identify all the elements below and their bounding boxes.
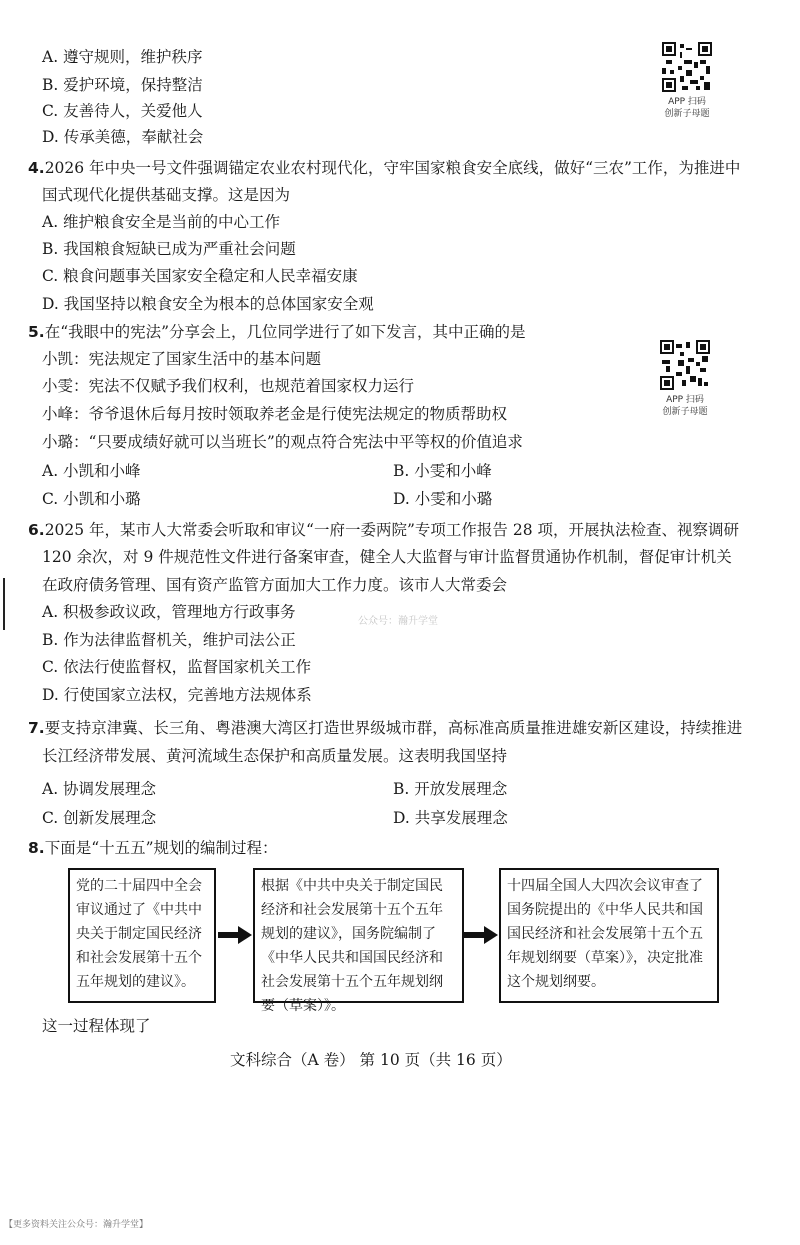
watermark-text: 公众号：瀚升学堂 bbox=[358, 616, 438, 627]
q7-stem-line1 bbox=[28, 718, 742, 738]
q6-stem-line3: 在政府债务管理、国有资产监管方面加大工作力度。该市人大常委会 bbox=[42, 576, 508, 594]
q6-stem-line1 bbox=[28, 520, 739, 540]
q8-stem bbox=[28, 838, 278, 858]
q4-number: 4. bbox=[28, 159, 45, 177]
q4-option-b: B. 我国粮食短缺已成为严重社会问题 bbox=[42, 240, 296, 258]
q5-stem-text: 在“我眼中的宪法”分享会上，几位同学进行了如下发言，其中正确的是 bbox=[44, 323, 526, 341]
q7-option-a: A. 协调发展理念 bbox=[42, 780, 157, 798]
bottom-note: 【更多资料关注公众号：瀚升学堂】 bbox=[4, 1220, 149, 1230]
q5-statement-2: 小雯：宪法不仅赋予我们权利，也规范着国家权力运行 bbox=[42, 377, 415, 395]
arrow-right-icon bbox=[464, 926, 498, 944]
q6-option-b: B. 作为法律监督机关，维护司法公正 bbox=[42, 631, 296, 649]
q7-number: 7. bbox=[28, 719, 45, 737]
q7-option-d: D. 共享发展理念 bbox=[393, 809, 508, 827]
q6-option-a: A. 积极参政议政，管理地方行政事务 bbox=[42, 603, 296, 621]
q6-stem-line2: 120 余次，对 9 件规范性文件进行备案审查，健全人大监督与审计监督贯通协作机制，督促审计机关 bbox=[42, 548, 732, 566]
q5-statement-4: 小璐：“只要成绩好就可以当班长”的观点符合宪法中平等权的价值追求 bbox=[42, 433, 523, 451]
arrow-right-icon bbox=[218, 926, 252, 944]
scan-edge-mark bbox=[3, 578, 5, 630]
q7-stem-text: 要支持京津冀、长三角、粤港澳大湾区打造世界级城市群，高标准高质量推进雄安新区建设，持续推进 bbox=[44, 719, 743, 737]
q7-option-c: C. 创新发展理念 bbox=[42, 809, 157, 827]
q7-option-b: B. 开放发展理念 bbox=[393, 780, 508, 798]
q4-stem-line2: 国式现代化提供基础支撑。这是因为 bbox=[42, 186, 291, 204]
qr-code-block-2[interactable] bbox=[650, 340, 720, 418]
flow-step-2-box: 根据《中共中央关于制定国民经济和社会发展第十五个五年规划的建议》，国务院编制了《中华人民共和国国民经济和社会发展第十五个五年规划纲要（草案）》。 bbox=[253, 868, 464, 1003]
qr-code-icon bbox=[660, 340, 710, 390]
qr-caption-line2: 创新子母题 bbox=[664, 109, 710, 119]
q8-tail: 这一过程体现了 bbox=[42, 1017, 151, 1035]
q6-option-d: D. 行使国家立法权，完善地方法规体系 bbox=[42, 686, 312, 704]
q5-statement-1: 小凯：宪法规定了国家生活中的基本问题 bbox=[42, 350, 322, 368]
page-footer: 文科综合（A 卷） 第 10 页（共 16 页） bbox=[230, 1051, 512, 1069]
q7-stem-line2: 长江经济带发展、黄河流域生态保护和高质量发展。这表明我国坚持 bbox=[42, 747, 508, 765]
q8-stem-text: 下面是“十五五”规划的编制过程： bbox=[44, 839, 278, 857]
q4-option-a: A. 维护粮食安全是当前的中心工作 bbox=[42, 213, 281, 231]
q5-option-d: D. 小雯和小璐 bbox=[393, 490, 493, 508]
q6-number: 6. bbox=[28, 521, 45, 539]
q4-stem-line1 bbox=[28, 158, 740, 178]
q5-number: 5. bbox=[28, 323, 45, 341]
q4-stem-text: 2026 年中央一号文件强调锚定农业农村现代化，守牢国家粮食安全底线，做好“三农”工作，为推进中 bbox=[44, 159, 741, 177]
q3-option-a: A. 遵守规则，维护秩序 bbox=[42, 48, 203, 66]
q8-number: 8. bbox=[28, 839, 45, 857]
q5-option-b: B. 小雯和小峰 bbox=[393, 462, 492, 480]
q5-stem bbox=[28, 322, 526, 342]
qr-code-icon bbox=[662, 42, 712, 92]
flow-step-3-box: 十四届全国人大四次会议审查了国务院提出的《中华人民共和国国民经济和社会发展第十五个五年规划纲要（草案）》，决定批准这个规划纲要。 bbox=[499, 868, 719, 1003]
flow-step-1-box: 党的二十届四中全会审议通过了《中共中央关于制定国民经济和社会发展第十五个五年规划的建议》。 bbox=[68, 868, 216, 1003]
q5-statement-3: 小峰：爷爷退休后每月按时领取养老金是行使宪法规定的物质帮助权 bbox=[42, 405, 508, 423]
q3-option-d: D. 传承美德，奉献社会 bbox=[42, 128, 204, 146]
qr-caption-line1: APP 扫码 bbox=[668, 97, 706, 107]
q6-stem-text: 2025 年，某市人大常委会听取和审议“一府一委两院”专项工作报告 28 项，开展执法检查、视察调研 bbox=[44, 521, 739, 539]
qr-caption-line2: 创新子母题 bbox=[662, 407, 708, 417]
qr-caption-line1: APP 扫码 bbox=[666, 395, 704, 405]
q6-option-c: C. 依法行使监督权，监督国家机关工作 bbox=[42, 658, 312, 676]
qr-code-block-1[interactable] bbox=[652, 42, 722, 120]
q3-option-c: C. 友善待人，关爱他人 bbox=[42, 102, 203, 120]
q5-option-c: C. 小凯和小璐 bbox=[42, 490, 141, 508]
q5-option-a: A. 小凯和小峰 bbox=[42, 462, 141, 480]
q3-option-b: B. 爱护环境，保持整洁 bbox=[42, 76, 203, 94]
q4-option-d: D. 我国坚持以粮食安全为根本的总体国家安全观 bbox=[42, 295, 374, 313]
q4-option-c: C. 粮食问题事关国家安全稳定和人民幸福安康 bbox=[42, 267, 358, 285]
